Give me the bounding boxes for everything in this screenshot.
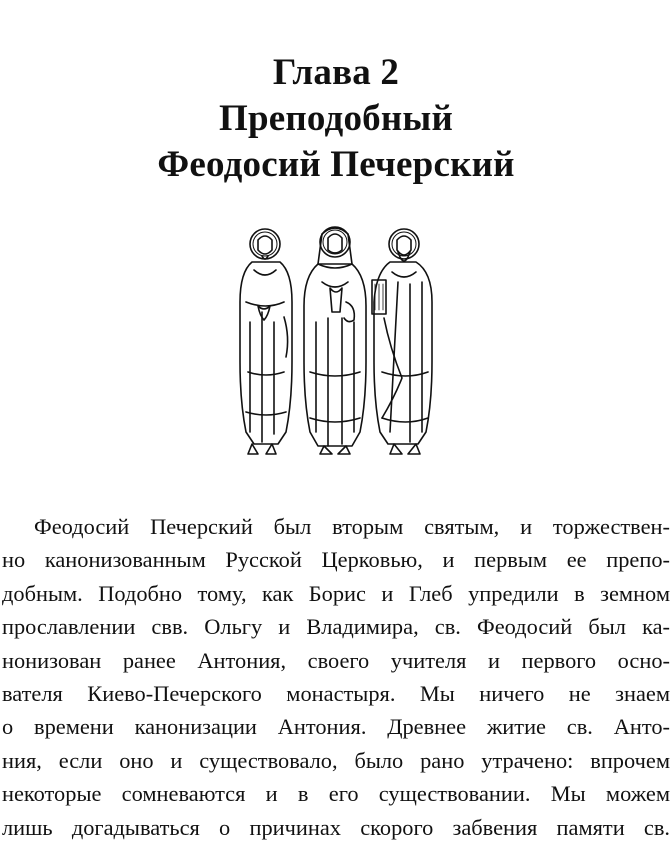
paragraph-line: о времени канонизации Антония. Древнее житие св. Анто- xyxy=(2,714,670,740)
paragraph-line: прославлении свв. Ольгу и Владимира, св. Феодосий был ка- xyxy=(2,614,670,640)
paragraph-line: Феодосий Печерский был вторым святым, и торжествен- xyxy=(34,514,670,539)
saint-left-figure xyxy=(240,229,292,454)
saint-right-figure xyxy=(372,229,432,454)
chapter-heading xyxy=(0,50,672,188)
paragraph-line: вателя Киево-Печерского монастыря. Мы ничего не знаем xyxy=(2,680,670,706)
chapter-title-line-1: Преподобный xyxy=(219,98,453,139)
paragraph-line: нонизован ранее Антония, своего учителя и первого осно- xyxy=(2,647,670,673)
chapter-number: Глава 2 xyxy=(272,52,400,93)
three-saints-engraving-icon xyxy=(232,222,442,462)
paragraph-line: ния, если оно и существовало, было рано утрачено: впрочем xyxy=(2,747,670,773)
paragraph-line: добным. Подобно тому, как Борис и Глеб упредили в земном xyxy=(2,580,670,606)
chapter-title-line-2: Феодосий Печерский xyxy=(157,144,515,185)
paragraph-line: лишь догадываться о причинах скорого забвения памяти св. xyxy=(2,814,670,840)
saint-middle-figure xyxy=(304,227,366,454)
paragraph-line: некоторые сомневаются и в его существовании. Мы можем xyxy=(2,781,670,807)
paragraph-line: но канонизованным Русской Церковью, и первым ее препо- xyxy=(2,547,670,573)
body-paragraph xyxy=(2,510,670,844)
